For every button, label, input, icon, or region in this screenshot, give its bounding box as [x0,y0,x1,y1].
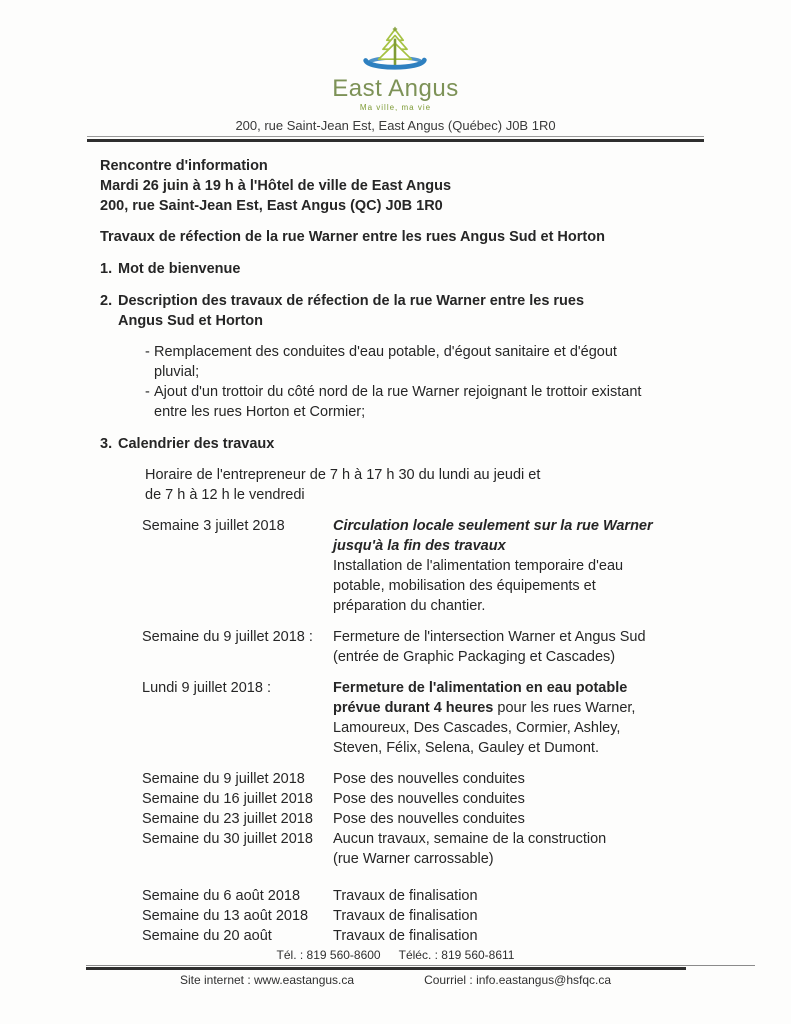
letterhead-address: 200, rue Saint-Jean Est, East Angus (Québec) J0B 1R0 [235,118,556,133]
section-number: 2. [100,293,113,309]
brand-tagline: Ma ville, ma vie [359,103,432,112]
footer-thick-rule [86,967,686,970]
schedule-date: Semaine 3 juillet 2018 [142,518,285,534]
bullet-text [154,342,617,382]
schedule-row [142,829,711,869]
task-line: Aucun travaux, semaine de la construction [333,831,607,847]
schedule-entry-week-july-9-closure [142,627,711,667]
task-line: (rue Warner carrossable) [333,851,494,867]
schedule-date: Semaine du 6 août 2018 [142,888,301,904]
schedule-detail [333,678,635,758]
detail-line [333,698,635,718]
section-title: Calendrier des travaux [118,436,275,452]
detail-line: (entrée de Graphic Packaging et Cascades) [333,649,616,665]
schedule-entry-monday-july-9 [142,678,711,758]
schedule-task: Travaux de finalisation [333,888,478,904]
document-body [0,142,791,946]
description-bullets [145,342,711,422]
schedule-date: Semaine du 13 août 2018 [142,908,309,924]
schedule-task: Pose des nouvelles conduites [333,811,525,827]
detail-line: préparation du chantier. [333,598,486,614]
schedule-date: Semaine du 9 juillet 2018 : [142,629,313,645]
subject-line: Travaux de réfection de la rue Warner entre les rues Angus Sud et Horton [100,229,605,245]
bullet-line: pluvial; [154,364,200,380]
web-contact-row [0,973,791,988]
bullet-line: entre les rues Horton et Cormier; [154,404,366,420]
footer-thin-rule [86,965,755,966]
detail-line: potable, mobilisation des équipements et [333,578,596,594]
highlight-line: jusqu'à la fin des travaux [333,538,506,554]
schedule-task [333,829,606,869]
schedule-date: Semaine du 20 août [142,928,272,944]
schedule-task: Travaux de finalisation [333,928,478,944]
schedule-entry-week-july-3 [142,516,711,616]
east-angus-logo [332,26,458,113]
section-title: Mot de bienvenue [118,261,241,277]
text-run: pour les rues Warner, [493,700,636,716]
section-title-line1: Description des travaux de réfection de la rue Warner entre les rues [118,293,585,309]
schedule-row [142,906,711,926]
schedule-task: Pose des nouvelles conduites [333,771,525,787]
schedule-row [142,769,711,789]
telephone-number: Tél. : 819 560-8600 [276,948,381,962]
section-welcome [100,259,711,279]
section-description [100,291,711,331]
divider-thin-rule [87,136,704,137]
detail-line: Fermeture de l'intersection Warner et Angus Sud [333,629,646,645]
hours-line1: Horaire de l'entrepreneur de 7 h à 17 h 30 du lundi au jeudi et [145,467,541,483]
hours-line2: de 7 h à 12 h le vendredi [145,487,305,503]
meeting-title: Rencontre d'information [100,158,268,174]
schedule-row [142,926,711,946]
schedule-task: Travaux de finalisation [333,908,478,924]
brand-name: East Angus [332,75,459,102]
section-title [118,291,584,331]
schedule-row [142,809,711,829]
website-url: Site internet : www.eastangus.ca [179,973,355,987]
detail-line [333,678,635,698]
meeting-address: 200, rue Saint-Jean Est, East Angus (QC) J0B 1R0 [100,198,443,214]
schedule-date: Semaine du 23 juillet 2018 [142,811,313,827]
bullet-dash: - [145,384,150,400]
phone-row [0,948,791,963]
schedule-date: Semaine du 9 juillet 2018 [142,771,305,787]
schedule-task: Pose des nouvelles conduites [333,791,525,807]
bullet-line: Remplacement des conduites d'eau potable, d'égout sanitaire et d'égout [154,344,617,360]
works-schedule [142,516,711,946]
detail-line: Steven, Félix, Selena, Gauley et Dumont. [333,740,599,756]
section-title-line2: Angus Sud et Horton [118,313,263,329]
bullet-item [145,342,711,382]
schedule-date: Semaine du 30 juillet 2018 [142,831,313,847]
detail-line: Lamoureux, Des Cascades, Cormier, Ashley, [333,720,621,736]
bold-run: prévue durant 4 heures [333,700,494,716]
pine-tree-swirl-logo-icon [343,26,447,76]
schedule-detail [333,627,646,667]
bullet-text [154,382,641,422]
meeting-info-block [100,156,711,216]
bullet-item [145,382,711,422]
highlight-line: Circulation locale seulement sur la rue Warner [333,518,653,534]
section-number: 1. [100,261,113,277]
contractor-hours [145,465,711,505]
schedule-row [142,886,711,906]
fax-number: Téléc. : 819 560-8611 [398,948,515,962]
bullet-dash: - [145,344,150,360]
schedule-row [142,789,711,809]
section-number: 3. [100,436,113,452]
section-calendar [100,434,711,454]
detail-line: Installation de l'alimentation temporaire d'eau [333,558,624,574]
email-address: Courriel : info.eastangus@hsfqc.ca [424,973,612,987]
schedule-date: Semaine du 16 juillet 2018 [142,791,313,807]
schedule-date: Lundi 9 juillet 2018 : [142,680,271,696]
letterhead [0,0,791,142]
document-footer [0,948,791,988]
bold-run: Fermeture de l'alimentation en eau potable [333,680,628,696]
schedule-detail [333,516,653,616]
meeting-datetime-location: Mardi 26 juin à 19 h à l'Hôtel de ville de East Angus [100,178,452,194]
bullet-line: Ajout d'un trottoir du côté nord de la rue Warner rejoignant le trottoir existant [154,384,642,400]
